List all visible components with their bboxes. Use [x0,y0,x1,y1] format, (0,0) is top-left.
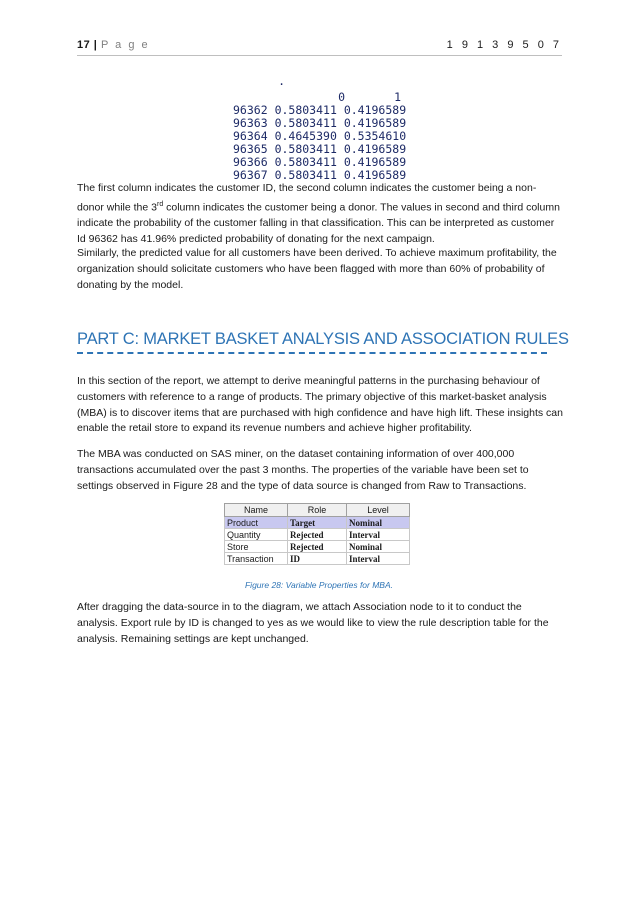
table-row [225,541,410,553]
output-row-p1: 0.4196589 [343,142,407,156]
cell-level: Nominal [347,517,410,529]
student-id: 1 9 1 3 9 5 0 7 [446,39,562,51]
output-row-id: 96364 [233,129,268,143]
heading-dashed-rule [77,352,547,354]
cell-level: Interval [347,553,410,565]
output-row-p0: 0.5803411 [274,142,337,156]
page-number: 17 [77,39,91,51]
output-col-1-header: 1 [394,90,401,104]
col-header-name: Name [225,504,288,517]
output-row-id: 96366 [233,155,268,169]
cell-level: Nominal [347,541,410,553]
output-row-p0: 0.4645390 [274,129,337,143]
output-row-id: 96363 [233,116,268,130]
output-row-p0: 0.5803411 [274,168,337,182]
output-row-p1: 0.4196589 [343,155,407,169]
header-separator: | [90,39,101,51]
col-header-level: Level [347,504,410,517]
page-word: P a g e [100,39,150,51]
variable-properties-table [224,503,410,565]
para1-superscript: rd [156,200,164,208]
output-row-id: 96367 [233,168,268,182]
cell-name: Product [225,517,288,529]
cell-role: Rejected [288,541,347,553]
paragraph-association-node: After dragging the data-source in to the diagram, we attach Association node to it to conduct the analysis. Export rule by ID is changed to yes as we would like to view the rule description table for the analysis. Remaining settings are kept unchanged. [77,601,549,645]
output-col-0-header: 0 [338,90,345,104]
cell-role: Target [288,517,347,529]
cell-role: ID [288,553,347,565]
table-header-row [225,504,410,517]
output-row-p0: 0.5803411 [274,116,337,130]
cell-level: Interval [347,529,410,541]
output-row-p1: 0.4196589 [343,168,407,182]
output-row-id: 96365 [233,142,268,156]
cell-name: Quantity [225,529,288,541]
para1-text-a: The first column indicates the customer ID, the second column indicates the customer being a non-donor while the 3 [77,182,537,214]
page-number-label [77,39,150,51]
page-header [77,37,562,56]
table-row [225,529,410,541]
output-row-p1: 0.4196589 [343,116,407,130]
paragraph-mba-setup: The MBA was conducted on SAS miner, on the dataset containing information of over 400,000 transactions accumulated over the past 3 months. The properties of the variable have been set to settings observed in Figure 28 and the type of data source is changed from Raw to Transactions. [77,448,529,492]
prediction-output-table [233,78,406,182]
output-row-p0: 0.5803411 [274,103,337,117]
table-row [225,553,410,565]
section-heading: PART C: MARKET BASKET ANALYSIS AND ASSOCIATION RULES [77,330,569,348]
paragraph-mba-intro: In this section of the report, we attempt to derive meaningful patterns in the purchasing behaviour of customers with reference to a range of products. The primary objective of this market-basket analysis (MBA) is to discover items that are purchased with high confidence and have high lift. These insights can enable the retail store to expand its revenue numbers and achieve higher profitability. [77,375,563,435]
paragraph-column-explanation [77,181,563,248]
output-row-p0: 0.5803411 [274,155,337,169]
output-dot-row [233,78,406,91]
cell-role: Rejected [288,529,347,541]
output-row-p1: 0.4196589 [343,103,407,117]
col-header-role: Role [288,504,347,517]
table-row [225,517,410,529]
cell-name: Transaction [225,553,288,565]
output-row-id: 96362 [233,103,268,117]
output-dot: · [278,77,285,91]
paragraph-predicted-values: Similarly, the predicted value for all customers have been derived. To achieve maximum profitability, the organization should solicitate customers who have been flagged with more than 60% of probability of donating by the model. [77,247,557,291]
figure-caption: Figure 28: Variable Properties for MBA. [244,580,394,590]
output-row-p1: 0.5354610 [343,129,407,143]
para1-text-b: column indicates the customer being a donor. The values in second and third column indicate the probability of the customer falling in that classification. This can be interpreted as customer Id 96362 has 41.96% predicted probability of donating for the next campaign. [77,201,560,245]
cell-name: Store [225,541,288,553]
